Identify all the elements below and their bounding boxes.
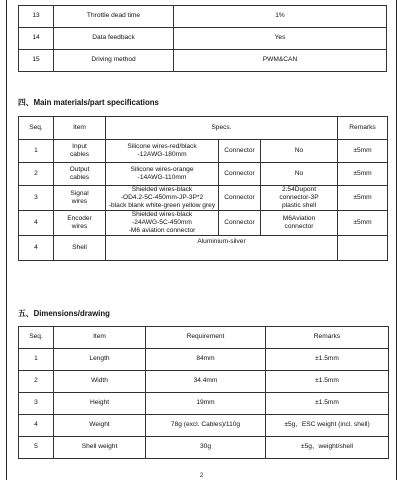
item-cell: [54, 163, 106, 186]
spec-cell-line: -OD4.2-5C-450mm-JP-3P*2: [120, 194, 204, 202]
item-cell: Length: [54, 349, 146, 371]
remarks-cell: ±5mm: [338, 140, 388, 163]
item-cell: Driving method: [54, 50, 174, 72]
seq-cell: 4: [19, 415, 54, 437]
seq-cell: 13: [19, 6, 54, 28]
header-remarks: Remarks: [338, 117, 388, 140]
spec-cell-line: Silicone wires-red/black: [127, 142, 197, 150]
remarks-cell: ±1.5mm: [266, 371, 389, 393]
materials-heading: 四、Main materials/part specifications: [18, 98, 159, 107]
item-cell-line: wires: [71, 198, 88, 206]
connector-label-cell: Connector: [219, 163, 261, 186]
materials-table: [18, 116, 388, 261]
seq-cell: 5: [19, 437, 54, 459]
remarks-cell: ±5mm: [338, 186, 388, 211]
connector-label-cell: Connector: [219, 211, 261, 236]
item-cell: Width: [54, 371, 146, 393]
table-row: [19, 437, 389, 459]
spec-cell-line: Shielded wires-black: [131, 186, 193, 193]
table-row: [19, 50, 387, 72]
connector-value-cell-line: plastic shell: [281, 202, 317, 210]
table-row: [19, 211, 388, 236]
remarks-cell: ±5g、ESC weight (incl. shell): [266, 415, 389, 437]
spec-cell: [106, 211, 219, 236]
requirement-cell: 30g: [146, 437, 266, 459]
remarks-cell: ±5g、weight/shell: [266, 437, 389, 459]
connector-label-cell: Connector: [219, 140, 261, 163]
item-cell-line: cables: [69, 174, 90, 181]
seq-cell: 4: [19, 236, 54, 261]
spec-cell: Aluminium-silver: [106, 236, 338, 261]
spec-cell: [106, 140, 219, 163]
spec-cell-line: -black blank white-green yellow grey: [108, 202, 216, 210]
spec-cell: [106, 163, 219, 186]
table-row: [19, 6, 387, 28]
spec-cell-line: -14AWG-110mm: [137, 174, 187, 181]
connector-value-cell-line: No: [294, 146, 304, 154]
connector-label-cell: Connector: [219, 186, 261, 211]
item-cell: Shell: [54, 236, 106, 261]
value-cell: 1%: [174, 6, 387, 28]
remarks-cell: ±5mm: [338, 211, 388, 236]
item-cell: Height: [54, 393, 146, 415]
seq-cell: 2: [19, 163, 54, 186]
header-item: Item: [54, 117, 106, 140]
connector-value-cell-line: M6Aviation: [282, 215, 316, 223]
table-row: [19, 28, 387, 50]
table-row: [19, 163, 388, 186]
value-cell: PWM&CAN: [174, 50, 387, 72]
spec-cell: [106, 186, 219, 211]
item-cell: [54, 186, 106, 211]
dimensions-heading: 五、Dimensions/drawing: [18, 309, 110, 318]
table-row: [19, 393, 389, 415]
table-row: [19, 415, 389, 437]
item-cell-line: wires: [71, 223, 88, 231]
header-remarks: Remarks: [266, 327, 389, 349]
requirement-cell: 84mm: [146, 349, 266, 371]
item-cell: [54, 211, 106, 236]
item-cell: Data feedback: [54, 28, 174, 50]
remarks-cell: ±5mm: [338, 163, 388, 186]
spec-cell-line: Shielded wires-black: [131, 211, 193, 219]
connector-value-cell: [261, 186, 338, 211]
header-item: Item: [54, 327, 146, 349]
item-cell-line: Encoder: [67, 215, 92, 223]
seq-cell: 3: [19, 393, 54, 415]
item-cell: [54, 140, 106, 163]
connector-value-cell-line: 2.54Dupont: [281, 186, 317, 193]
seq-cell: 1: [19, 140, 54, 163]
seq-cell: 14: [19, 28, 54, 50]
table-row: [19, 236, 388, 261]
seq-cell: 4: [19, 211, 54, 236]
connector-value-cell-line: No: [294, 169, 304, 177]
header-seq: Seq.: [19, 327, 54, 349]
table-row: [19, 349, 389, 371]
header-seq: Seq.: [19, 117, 54, 140]
page-number: 2: [199, 473, 204, 479]
item-cell-line: Input: [72, 142, 87, 150]
item-cell: Throttle dead time: [54, 6, 174, 28]
seq-cell: 2: [19, 371, 54, 393]
parameters-table: [18, 5, 387, 72]
remarks-cell: [338, 236, 388, 261]
spec-cell-line: Silicone wires-orange: [130, 165, 194, 173]
requirement-cell: 78g (excl. Cables)/110g: [146, 415, 266, 437]
item-cell-line: cables: [69, 151, 90, 158]
header-specs: Specs.: [106, 117, 338, 140]
spec-cell-line: -24AWG-5C-450mm: [132, 219, 192, 227]
seq-cell: 1: [19, 349, 54, 371]
connector-value-cell-line: connector-3P: [279, 194, 319, 202]
connector-value-cell: [261, 163, 338, 186]
item-cell: Shell weight: [54, 437, 146, 459]
item-cell-line: Output: [69, 165, 90, 173]
spec-cell-line: -M6 aviation connector: [128, 227, 196, 235]
seq-cell: 15: [19, 50, 54, 72]
item-cell-line: Signal: [70, 190, 89, 198]
table-row: [19, 140, 388, 163]
remarks-cell: ±1.5mm: [266, 349, 389, 371]
connector-value-cell: [261, 140, 338, 163]
dimensions-table: [18, 326, 389, 459]
requirement-cell: 19mm: [146, 393, 266, 415]
item-cell: Weight: [54, 415, 146, 437]
value-cell: Yes: [174, 28, 387, 50]
table-row: [19, 371, 389, 393]
remarks-cell: ±1.5mm: [266, 393, 389, 415]
table-row: [19, 186, 388, 211]
page-border-right: [396, 0, 397, 480]
connector-value-cell-line: connector: [284, 223, 314, 231]
header-requirement: Requirement: [146, 327, 266, 349]
requirement-cell: 34.4mm: [146, 371, 266, 393]
seq-cell: 3: [19, 186, 54, 211]
spec-cell-line: -12AWG-180mm: [137, 151, 187, 158]
connector-value-cell: [261, 211, 338, 236]
page-border-left: [6, 0, 7, 480]
